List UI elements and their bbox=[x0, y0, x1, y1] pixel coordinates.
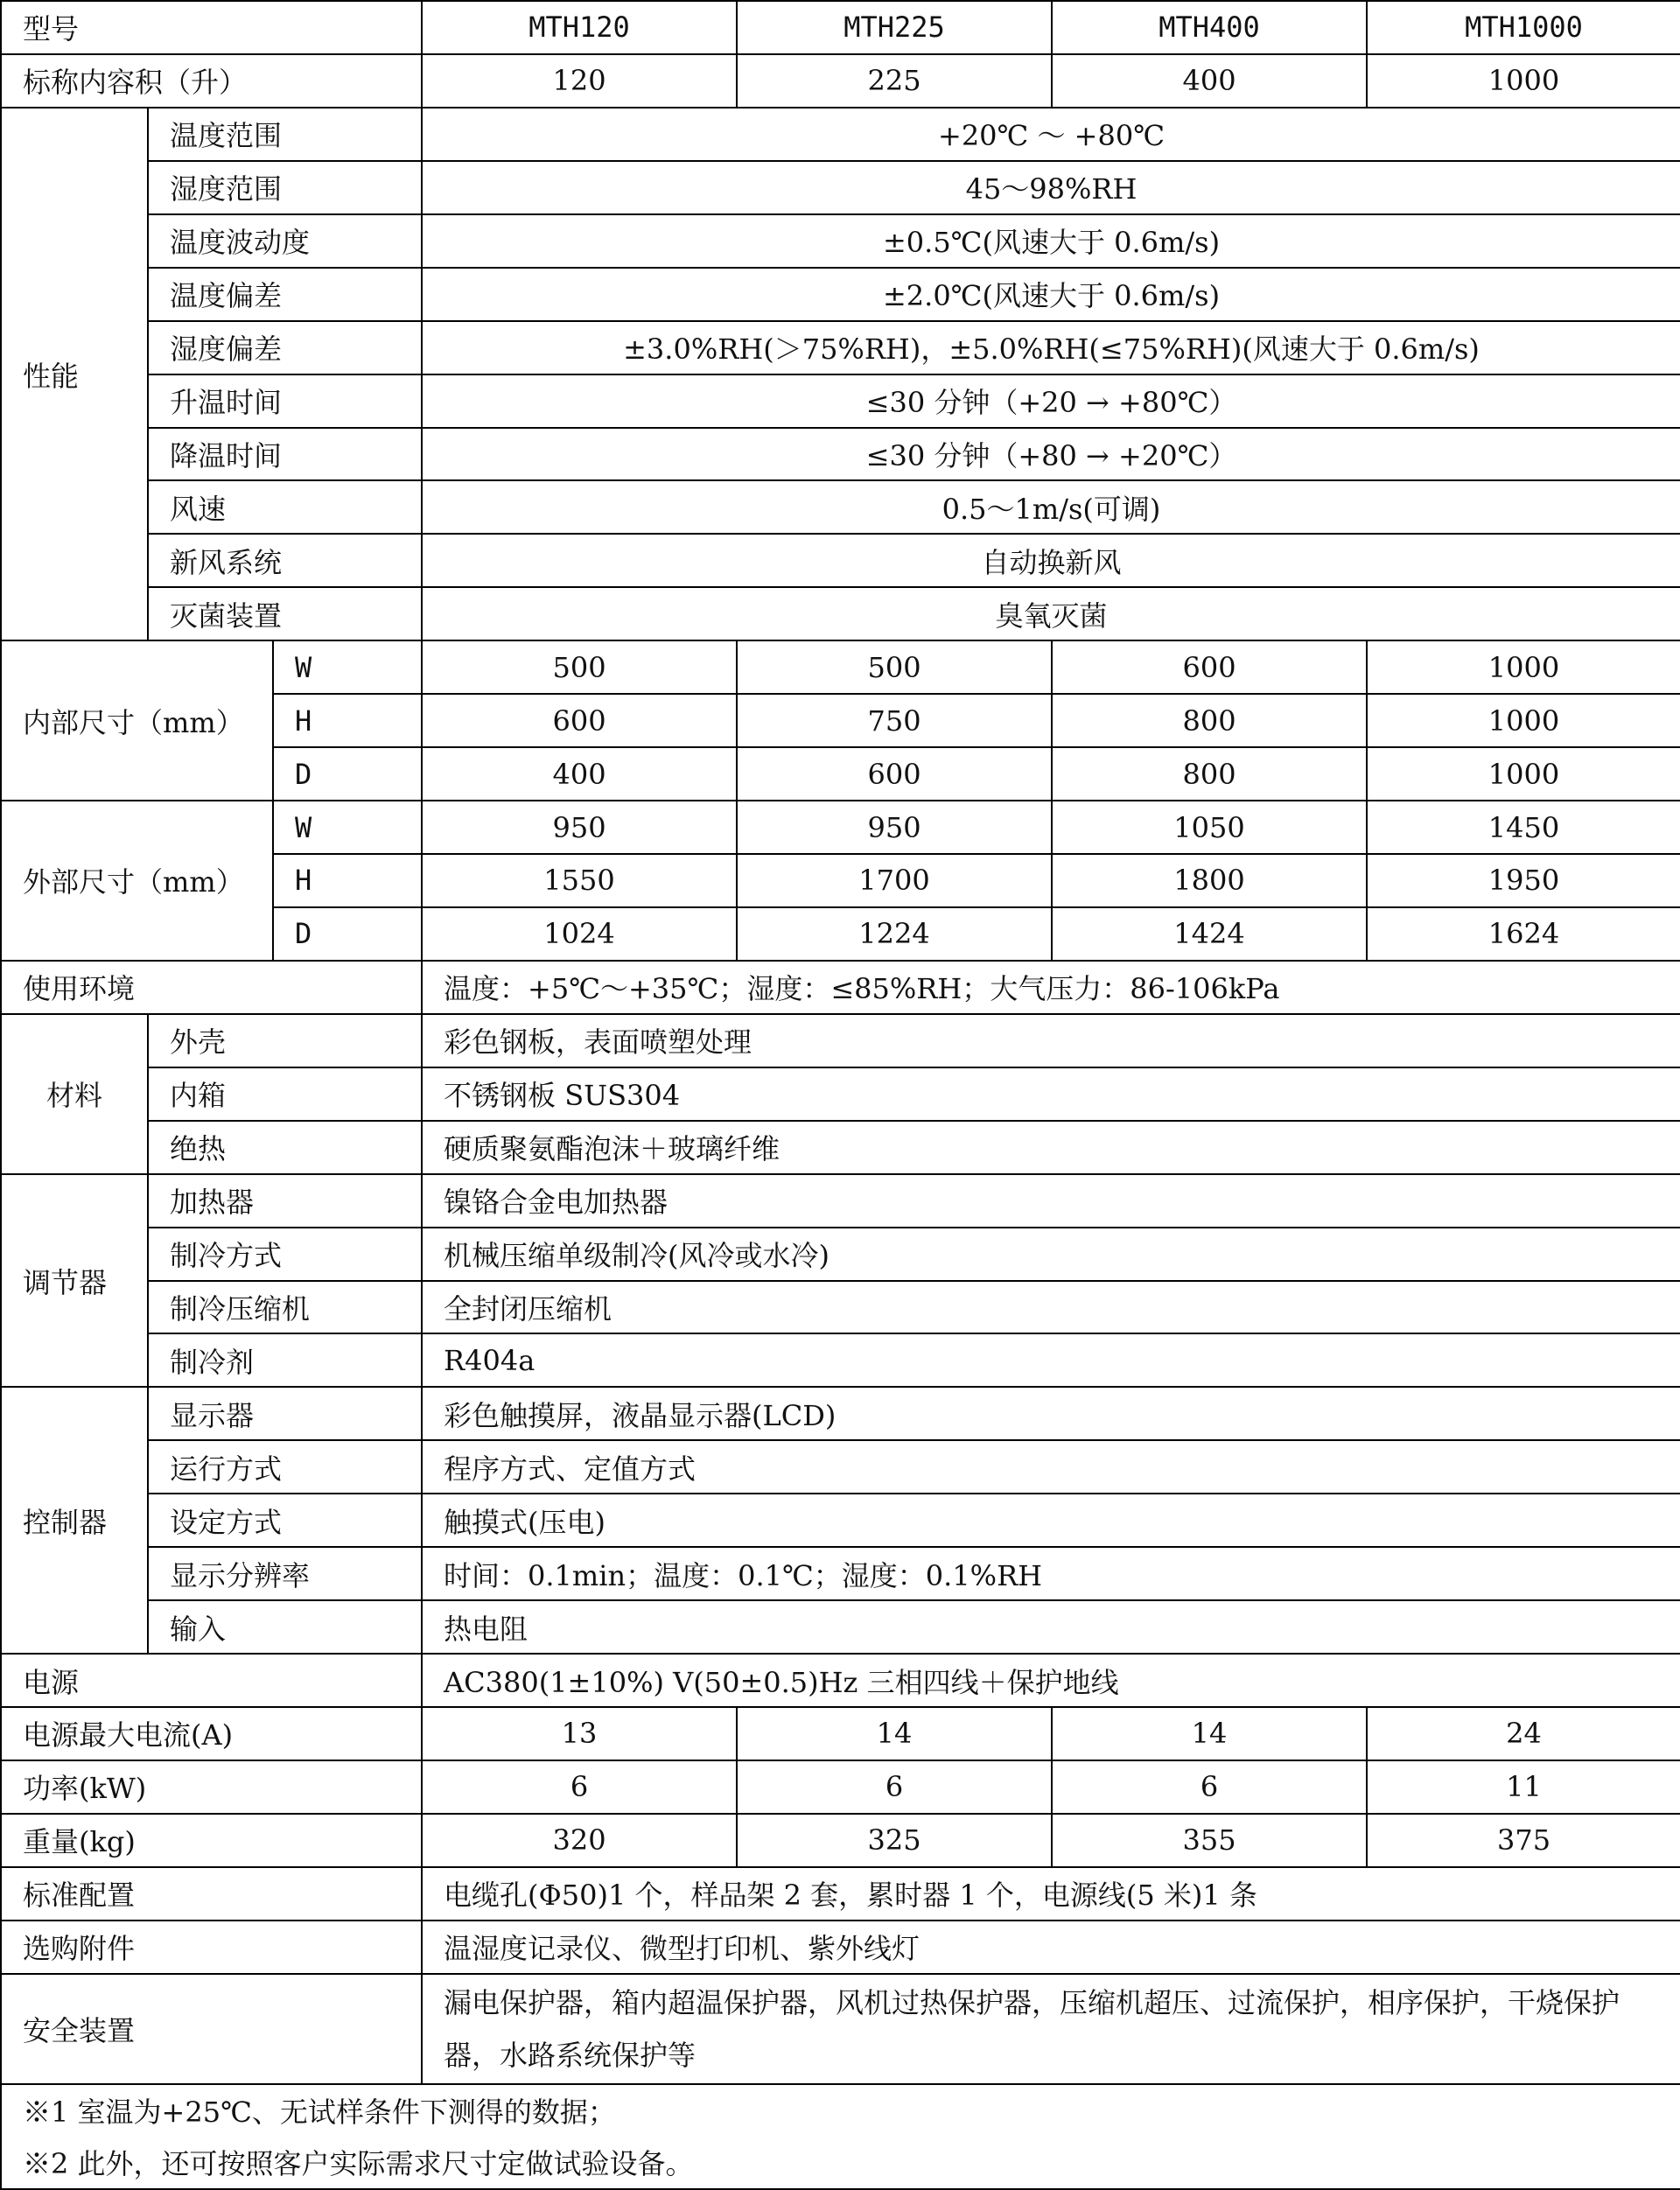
performance-item-label: 降温时间 bbox=[148, 428, 422, 481]
outer-size-value: 1950 bbox=[1367, 854, 1680, 907]
power-label: 功率(kW) bbox=[1, 1760, 422, 1814]
outer-size-value: 1024 bbox=[422, 907, 737, 961]
footnote: ※2 此外，还可按照客户实际需求尺寸定做试验设备。 bbox=[1, 2137, 1680, 2189]
environment-label: 使用环境 bbox=[1, 961, 422, 1014]
material-item-value: 彩色钢板，表面喷塑处理 bbox=[422, 1014, 1680, 1067]
volume-label: 标称内容积（升） bbox=[1, 54, 422, 108]
row-material bbox=[1, 1121, 1680, 1174]
controller-item-label: 运行方式 bbox=[148, 1440, 422, 1494]
performance-item-value: ±2.0℃(风速大于 0.6m/s) bbox=[422, 268, 1680, 321]
material-item-label: 外壳 bbox=[148, 1014, 422, 1067]
row-performance bbox=[1, 321, 1680, 374]
controller-item-label: 显示分辨率 bbox=[148, 1547, 422, 1600]
dimension-label: H bbox=[273, 854, 422, 907]
inner-size-value: 750 bbox=[737, 694, 1052, 747]
controller-item-value: 触摸式(压电) bbox=[422, 1494, 1680, 1547]
row-performance bbox=[1, 534, 1680, 587]
model-name: MTH400 bbox=[1052, 1, 1367, 54]
performance-item-value: ≤30 分钟（+20 → +80℃） bbox=[422, 374, 1680, 428]
weight-value: 320 bbox=[422, 1814, 737, 1867]
outer-size-value: 1700 bbox=[737, 854, 1052, 907]
performance-item-value: 自动换新风 bbox=[422, 534, 1680, 587]
regulator-item-value: 全封闭压缩机 bbox=[422, 1281, 1680, 1334]
weight-value: 375 bbox=[1367, 1814, 1680, 1867]
max-current-value: 14 bbox=[737, 1707, 1052, 1760]
optional-value: 温湿度记录仪、微型打印机、紫外线灯 bbox=[422, 1921, 1680, 1974]
dimension-label: D bbox=[273, 907, 422, 961]
dimension-label: D bbox=[273, 747, 422, 801]
performance-item-value: ≤30 分钟（+80 → +20℃） bbox=[422, 428, 1680, 481]
environment-value: 温度：+5℃～+35℃；湿度：≤85%RH；大气压力：86-106kPa bbox=[422, 961, 1680, 1014]
inner-size-label: 内部尺寸（mm） bbox=[1, 640, 273, 801]
row-controller bbox=[1, 1547, 1680, 1600]
controller-item-label: 显示器 bbox=[148, 1387, 422, 1440]
regulator-item-label: 制冷方式 bbox=[148, 1228, 422, 1281]
max-current-label: 电源最大电流(A) bbox=[1, 1707, 422, 1760]
row-power bbox=[1, 1760, 1680, 1814]
row-performance bbox=[1, 587, 1680, 640]
max-current-value: 14 bbox=[1052, 1707, 1367, 1760]
volume-value: 120 bbox=[422, 54, 737, 108]
power-supply-value: AC380(1±10%) V(50±0.5)Hz 三相四线＋保护地线 bbox=[422, 1654, 1680, 1707]
inner-size-value: 1000 bbox=[1367, 747, 1680, 801]
performance-item-label: 湿度范围 bbox=[148, 161, 422, 214]
performance-item-label: 湿度偏差 bbox=[148, 321, 422, 374]
volume-value: 225 bbox=[737, 54, 1052, 108]
power-value: 11 bbox=[1367, 1760, 1680, 1814]
dimension-label: W bbox=[273, 640, 422, 694]
performance-item-value: +20℃ ～ +80℃ bbox=[422, 108, 1680, 161]
row-safety bbox=[1, 1974, 1680, 2084]
regulator-item-value: 镍铬合金电加热器 bbox=[422, 1174, 1680, 1228]
regulator-item-label: 制冷压缩机 bbox=[148, 1281, 422, 1334]
inner-size-value: 500 bbox=[422, 640, 737, 694]
weight-label: 重量(kg) bbox=[1, 1814, 422, 1867]
power-value: 6 bbox=[737, 1760, 1052, 1814]
model-name: MTH225 bbox=[737, 1, 1052, 54]
row-material bbox=[1, 1067, 1680, 1121]
performance-label: 性能 bbox=[1, 108, 148, 640]
outer-size-label: 外部尺寸（mm） bbox=[1, 801, 273, 961]
performance-item-label: 温度偏差 bbox=[148, 268, 422, 321]
controller-item-value: 时间：0.1min；温度：0.1℃；湿度：0.1%RH bbox=[422, 1547, 1680, 1600]
row-note bbox=[1, 2137, 1680, 2189]
power-supply-label: 电源 bbox=[1, 1654, 422, 1707]
row-standard-config bbox=[1, 1867, 1680, 1921]
row-inner-size bbox=[1, 640, 1680, 694]
inner-size-value: 1000 bbox=[1367, 694, 1680, 747]
inner-size-value: 600 bbox=[422, 694, 737, 747]
row-note bbox=[1, 2084, 1680, 2137]
row-power-supply bbox=[1, 1654, 1680, 1707]
outer-size-value: 1450 bbox=[1367, 801, 1680, 854]
material-item-value: 不锈钢板 SUS304 bbox=[422, 1067, 1680, 1121]
safety-label: 安全装置 bbox=[1, 1974, 422, 2084]
outer-size-value: 1624 bbox=[1367, 907, 1680, 961]
model-label: 型号 bbox=[1, 1, 422, 54]
row-regulator bbox=[1, 1228, 1680, 1281]
performance-item-value: ±3.0%RH(＞75%RH)，±5.0%RH(≤75%RH)(风速大于 0.6m/s) bbox=[422, 321, 1680, 374]
performance-item-label: 升温时间 bbox=[148, 374, 422, 428]
dimension-label: H bbox=[273, 694, 422, 747]
weight-value: 355 bbox=[1052, 1814, 1367, 1867]
row-performance bbox=[1, 108, 1680, 161]
inner-size-value: 1000 bbox=[1367, 640, 1680, 694]
outer-size-value: 1050 bbox=[1052, 801, 1367, 854]
row-environment bbox=[1, 961, 1680, 1014]
standard-config-label: 标准配置 bbox=[1, 1867, 422, 1921]
power-value: 6 bbox=[422, 1760, 737, 1814]
outer-size-value: 950 bbox=[737, 801, 1052, 854]
performance-item-label: 温度范围 bbox=[148, 108, 422, 161]
dimension-label: W bbox=[273, 801, 422, 854]
weight-value: 325 bbox=[737, 1814, 1052, 1867]
safety-value: 漏电保护器，箱内超温保护器，风机过热保护器，压缩机超压、过流保护，相序保护，干烧保护器，水路系统保护等 bbox=[422, 1974, 1680, 2084]
material-item-label: 绝热 bbox=[148, 1121, 422, 1174]
controller-item-label: 设定方式 bbox=[148, 1494, 422, 1547]
outer-size-value: 1550 bbox=[422, 854, 737, 907]
row-material bbox=[1, 1014, 1680, 1067]
row-controller bbox=[1, 1494, 1680, 1547]
performance-item-value: 45～98%RH bbox=[422, 161, 1680, 214]
row-weight bbox=[1, 1814, 1680, 1867]
regulator-item-label: 加热器 bbox=[148, 1174, 422, 1228]
inner-size-value: 800 bbox=[1052, 694, 1367, 747]
max-current-value: 24 bbox=[1367, 1707, 1680, 1760]
row-regulator bbox=[1, 1174, 1680, 1228]
row-performance bbox=[1, 428, 1680, 481]
row-performance bbox=[1, 374, 1680, 428]
outer-size-value: 950 bbox=[422, 801, 737, 854]
inner-size-value: 600 bbox=[737, 747, 1052, 801]
power-value: 6 bbox=[1052, 1760, 1367, 1814]
outer-size-value: 1800 bbox=[1052, 854, 1367, 907]
controller-label: 控制器 bbox=[1, 1387, 148, 1654]
performance-item-value: ±0.5℃(风速大于 0.6m/s) bbox=[422, 214, 1680, 268]
outer-size-value: 1224 bbox=[737, 907, 1052, 961]
row-performance bbox=[1, 480, 1680, 534]
volume-value: 400 bbox=[1052, 54, 1367, 108]
inner-size-value: 500 bbox=[737, 640, 1052, 694]
material-item-value: 硬质聚氨酯泡沫＋玻璃纤维 bbox=[422, 1121, 1680, 1174]
model-name: MTH1000 bbox=[1367, 1, 1680, 54]
performance-item-value: 臭氧灭菌 bbox=[422, 587, 1680, 640]
model-name: MTH120 bbox=[422, 1, 737, 54]
outer-size-value: 1424 bbox=[1052, 907, 1367, 961]
volume-value: 1000 bbox=[1367, 54, 1680, 108]
controller-item-label: 输入 bbox=[148, 1600, 422, 1654]
row-outer-size bbox=[1, 801, 1680, 854]
standard-config-value: 电缆孔(Φ50)1 个，样品架 2 套，累时器 1 个，电源线(5 米)1 条 bbox=[422, 1867, 1680, 1921]
material-label: 材料 bbox=[1, 1014, 148, 1174]
row-performance bbox=[1, 161, 1680, 214]
material-item-label: 内箱 bbox=[148, 1067, 422, 1121]
row-controller bbox=[1, 1387, 1680, 1440]
performance-item-label: 新风系统 bbox=[148, 534, 422, 587]
inner-size-value: 600 bbox=[1052, 640, 1367, 694]
row-regulator bbox=[1, 1281, 1680, 1334]
inner-size-value: 800 bbox=[1052, 747, 1367, 801]
row-max-current bbox=[1, 1707, 1680, 1760]
regulator-item-label: 制冷剂 bbox=[148, 1333, 422, 1387]
optional-label: 选购附件 bbox=[1, 1921, 422, 1974]
row-controller bbox=[1, 1600, 1680, 1654]
performance-item-label: 灭菌装置 bbox=[148, 587, 422, 640]
performance-item-label: 温度波动度 bbox=[148, 214, 422, 268]
controller-item-value: 程序方式、定值方式 bbox=[422, 1440, 1680, 1494]
regulator-item-value: 机械压缩单级制冷(风冷或水冷) bbox=[422, 1228, 1680, 1281]
footnote: ※1 室温为+25℃、无试样条件下测得的数据； bbox=[1, 2084, 1680, 2137]
row-optional bbox=[1, 1921, 1680, 1974]
row-volume bbox=[1, 54, 1680, 108]
row-model bbox=[1, 1, 1680, 54]
row-performance bbox=[1, 268, 1680, 321]
regulator-label: 调节器 bbox=[1, 1174, 148, 1388]
controller-item-value: 热电阻 bbox=[422, 1600, 1680, 1654]
row-regulator bbox=[1, 1333, 1680, 1387]
regulator-item-value: R404a bbox=[422, 1333, 1680, 1387]
inner-size-value: 400 bbox=[422, 747, 737, 801]
max-current-value: 13 bbox=[422, 1707, 737, 1760]
controller-item-value: 彩色触摸屏，液晶显示器(LCD) bbox=[422, 1387, 1680, 1440]
performance-item-label: 风速 bbox=[148, 480, 422, 534]
row-performance bbox=[1, 214, 1680, 268]
row-controller bbox=[1, 1440, 1680, 1494]
performance-item-value: 0.5～1m/s(可调) bbox=[422, 480, 1680, 534]
